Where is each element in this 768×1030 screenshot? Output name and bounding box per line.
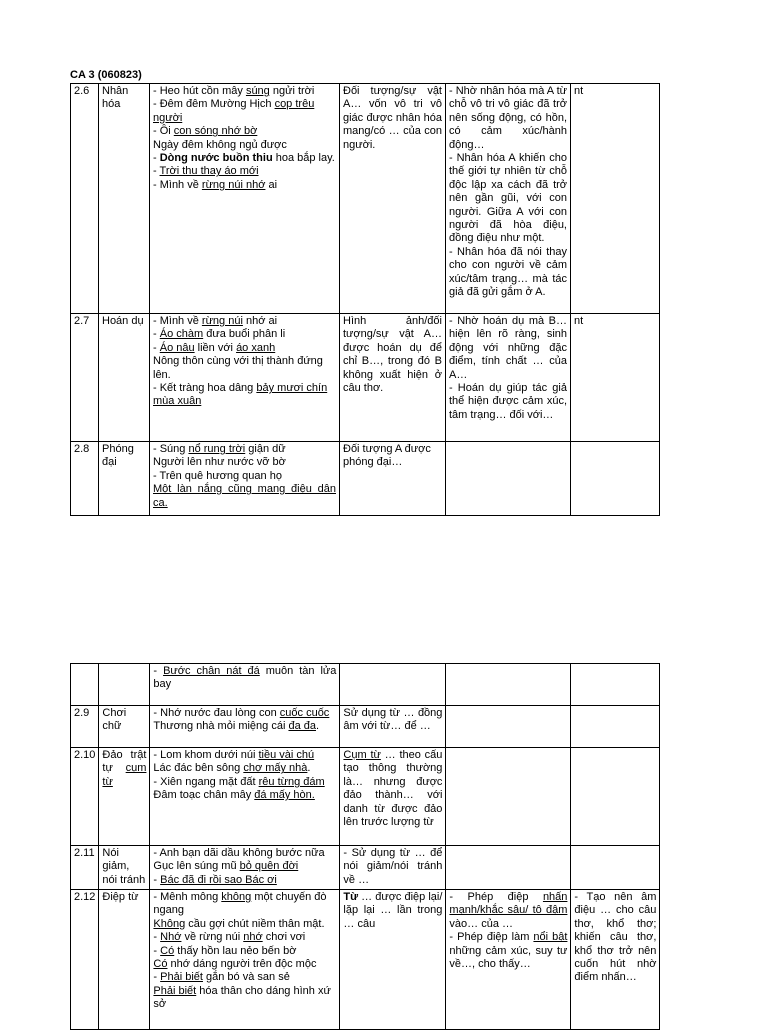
text-line: - Súng nổ rung trời giận dữ	[153, 443, 286, 455]
text-line: - Kết tràng hoa dâng bảy mươi chín mùa xuân	[153, 382, 328, 408]
text-line: - Ôi con sóng nhớ bờ	[153, 125, 258, 138]
table-row	[71, 314, 660, 442]
text-line: Nói giảm, nói tránh	[102, 847, 146, 886]
text-line: - Trên quê hương quan họ	[153, 469, 282, 482]
effect-cell	[446, 664, 571, 706]
text-line: - Dòng nước buồn thiu hoa bắp lay.	[153, 152, 335, 165]
definition-cell: Đối tượng/sự vật A… vốn vô tri vô giác được nhân hóa mang/có … của con người.	[340, 84, 446, 314]
definition-cell	[340, 846, 446, 890]
table-row	[71, 84, 660, 314]
definition-cell: Đối tượng A được phóng đại…	[340, 442, 446, 516]
text-line: Sử dụng từ … đồng âm với từ… để …	[343, 707, 443, 733]
definition-cell	[340, 664, 446, 706]
examples-cell	[150, 314, 340, 442]
table-row	[71, 846, 660, 890]
text-line: - Nhờ nhân hóa mà A từ chỗ vô tri vô giác đã trở nên sống động, có hồn, có cảm xúc/hành động…	[449, 85, 567, 151]
table-row	[71, 890, 660, 1030]
examples-cell	[150, 442, 340, 516]
device-name	[99, 890, 150, 1030]
table-row	[71, 664, 660, 706]
table-row	[71, 706, 660, 748]
text-line: - Áo nâu liền với áo xanh	[153, 341, 276, 354]
text-line: Nông thôn cùng với thị thành đứng lên.	[153, 355, 323, 381]
text-line: - Có thấy hồn lau nẻo bến bờ	[153, 944, 297, 957]
text-line: - Đêm đêm Mường Hịch cọp trêu người	[153, 98, 315, 124]
text-line: Gục lên súng mũ bỏ quên đời	[153, 860, 299, 873]
text-line: Không cầu gợi chút niềm thân mật.	[153, 917, 325, 930]
note-cell	[571, 664, 660, 706]
figures-of-speech-table-1	[70, 83, 660, 516]
text-line: - Phép điệp nhấn mạnh/khắc sâu/ tô đậm vào… của …	[449, 891, 568, 930]
row-number: 2.6	[71, 84, 99, 314]
note-cell	[571, 442, 660, 516]
effect-cell	[446, 314, 571, 442]
row-number: 2.12	[71, 890, 99, 1030]
section-heading: CA 3 (060823)	[70, 69, 142, 81]
text-line: - Áo chàm đưa buổi phân li	[153, 328, 286, 341]
row-number: 2.7	[71, 314, 99, 442]
text-line: - Xiên ngang mặt đất rêu từng đám	[153, 775, 325, 788]
note-cell: - Tạo nên âm điệu … cho câu thơ, khổ thơ; khiến câu thơ, khổ thơ trở nên cuốn hút nhờ điểm nhấn…	[571, 890, 660, 1030]
effect-cell	[446, 846, 571, 890]
text-line: - Nhờ hoán dụ mà B… hiện lên rõ ràng, sinh động với những đặc điểm, tính chất … của A…	[449, 315, 567, 381]
row-number: 2.10	[71, 748, 99, 846]
effect-cell	[446, 84, 571, 314]
effect-cell	[446, 748, 571, 846]
row-number: 2.9	[71, 706, 99, 748]
text-line: Phải biết hóa thân cho dáng hình xứ sở	[153, 984, 331, 1011]
table-row	[71, 442, 660, 516]
figures-of-speech-table-2	[70, 663, 660, 1030]
text-line: Lác đác bên sông chợ mấy nhà.	[153, 762, 311, 775]
effect-cell	[446, 890, 571, 1030]
definition-cell: Hình ảnh/đối tượng/sự vật A… được hoán dụ để chỉ B…, trong đó B không xuất hiện ở câu thơ.	[340, 314, 446, 442]
device-name	[99, 748, 150, 846]
examples-cell	[150, 664, 340, 706]
text-line: - Phép điệp làm nổi bật những cảm xúc, suy tư về…, cho thấy…	[449, 931, 568, 971]
text-line: - Nhân hóa đã nói thay cho con người về cảm xúc/tâm trạng… mà tác giả đã gửi gắm ở A.	[449, 245, 567, 299]
text-line: - Heo hút cồn mây súng ngửi trời	[153, 85, 315, 97]
row-number: 2.11	[71, 846, 99, 890]
text-line: - Trời thu thay áo mới	[153, 165, 259, 178]
text-line: Người lên như nước vỡ bờ	[153, 456, 286, 469]
text-line: Cụm từ … theo cấu tạo thông thường là… nhưng được đảo thành… với danh từ được đảo lên trước lượng từ	[343, 749, 443, 829]
examples-cell	[150, 84, 340, 314]
device-name: Nhân hóa	[99, 84, 150, 314]
text-line: Điệp từ	[102, 891, 139, 903]
device-name	[99, 846, 150, 890]
row-number	[71, 664, 99, 706]
text-line: - Sử dụng từ … để nói giảm/nói tránh về …	[343, 847, 443, 886]
examples-cell	[150, 890, 340, 1030]
text-line: - Mình về rừng núi nhớ ai	[153, 178, 278, 191]
definition-cell	[340, 706, 446, 748]
text-line: - Nhớ nước đau lòng con cuốc cuốc	[153, 707, 330, 719]
definition-cell	[340, 748, 446, 846]
note-cell: nt	[571, 314, 660, 442]
text-line: - Bước chân nát đá muôn tàn lửa bay	[153, 665, 337, 691]
effect-cell	[446, 442, 571, 516]
text-line: - Mênh mông không một chuyến đò ngang	[153, 891, 327, 917]
examples-cell	[150, 706, 340, 748]
note-cell: nt	[571, 84, 660, 314]
effect-cell	[446, 706, 571, 748]
device-name: Phóng đại	[99, 442, 150, 516]
text-line: Thương nhà mỏi miệng cái đa đa.	[153, 720, 320, 733]
text-line: Có nhớ dáng người trên độc mộc	[153, 958, 317, 971]
text-line: Đâm toạc chân mây đá mấy hòn.	[153, 789, 315, 802]
text-line: Một làn nắng cũng mang điệu dân ca.	[153, 483, 336, 509]
text-line: - Hoán dụ giúp tác giả thể hiện được cảm xúc, tâm trạng… đối với…	[449, 382, 567, 421]
device-name	[99, 664, 150, 706]
text-line: - Phải biết gắn bó và san sẻ	[153, 971, 290, 984]
examples-cell	[150, 846, 340, 890]
note-cell	[571, 706, 660, 748]
text-line: - Lom khom dưới núi tiều vài chú	[153, 749, 315, 761]
examples-cell	[150, 748, 340, 846]
text-line: - Nhân hóa A khiến cho thế giới tự nhiên từ chỗ độc lập xa cách đã trở nên gần gũi, với con người. Giữa A với con người đã hòa điệu, đồng điệu như một.	[449, 152, 567, 245]
note-cell	[571, 748, 660, 846]
text-line: - Bác đã đi rồi sao Bác ơi	[153, 873, 277, 886]
text-line: Ngày đêm không ngủ được	[153, 138, 287, 151]
note-cell	[571, 846, 660, 890]
device-name: Hoán dụ	[99, 314, 150, 442]
text-line: - Nhớ về rừng núi nhớ chơi vơi	[153, 931, 306, 944]
text-line: Đảo trật tự cụm từ	[102, 749, 147, 788]
text-line: Từ … được điệp lại/ lặp lại … lần trong … câu	[343, 891, 443, 930]
table-row	[71, 748, 660, 846]
text-line: - Mình về rừng núi nhớ ai	[153, 315, 278, 327]
definition-cell	[340, 890, 446, 1030]
text-line: - Anh bạn dãi dầu không bước nữa	[153, 847, 325, 859]
device-name: Chơi chữ	[99, 706, 150, 748]
row-number: 2.8	[71, 442, 99, 516]
